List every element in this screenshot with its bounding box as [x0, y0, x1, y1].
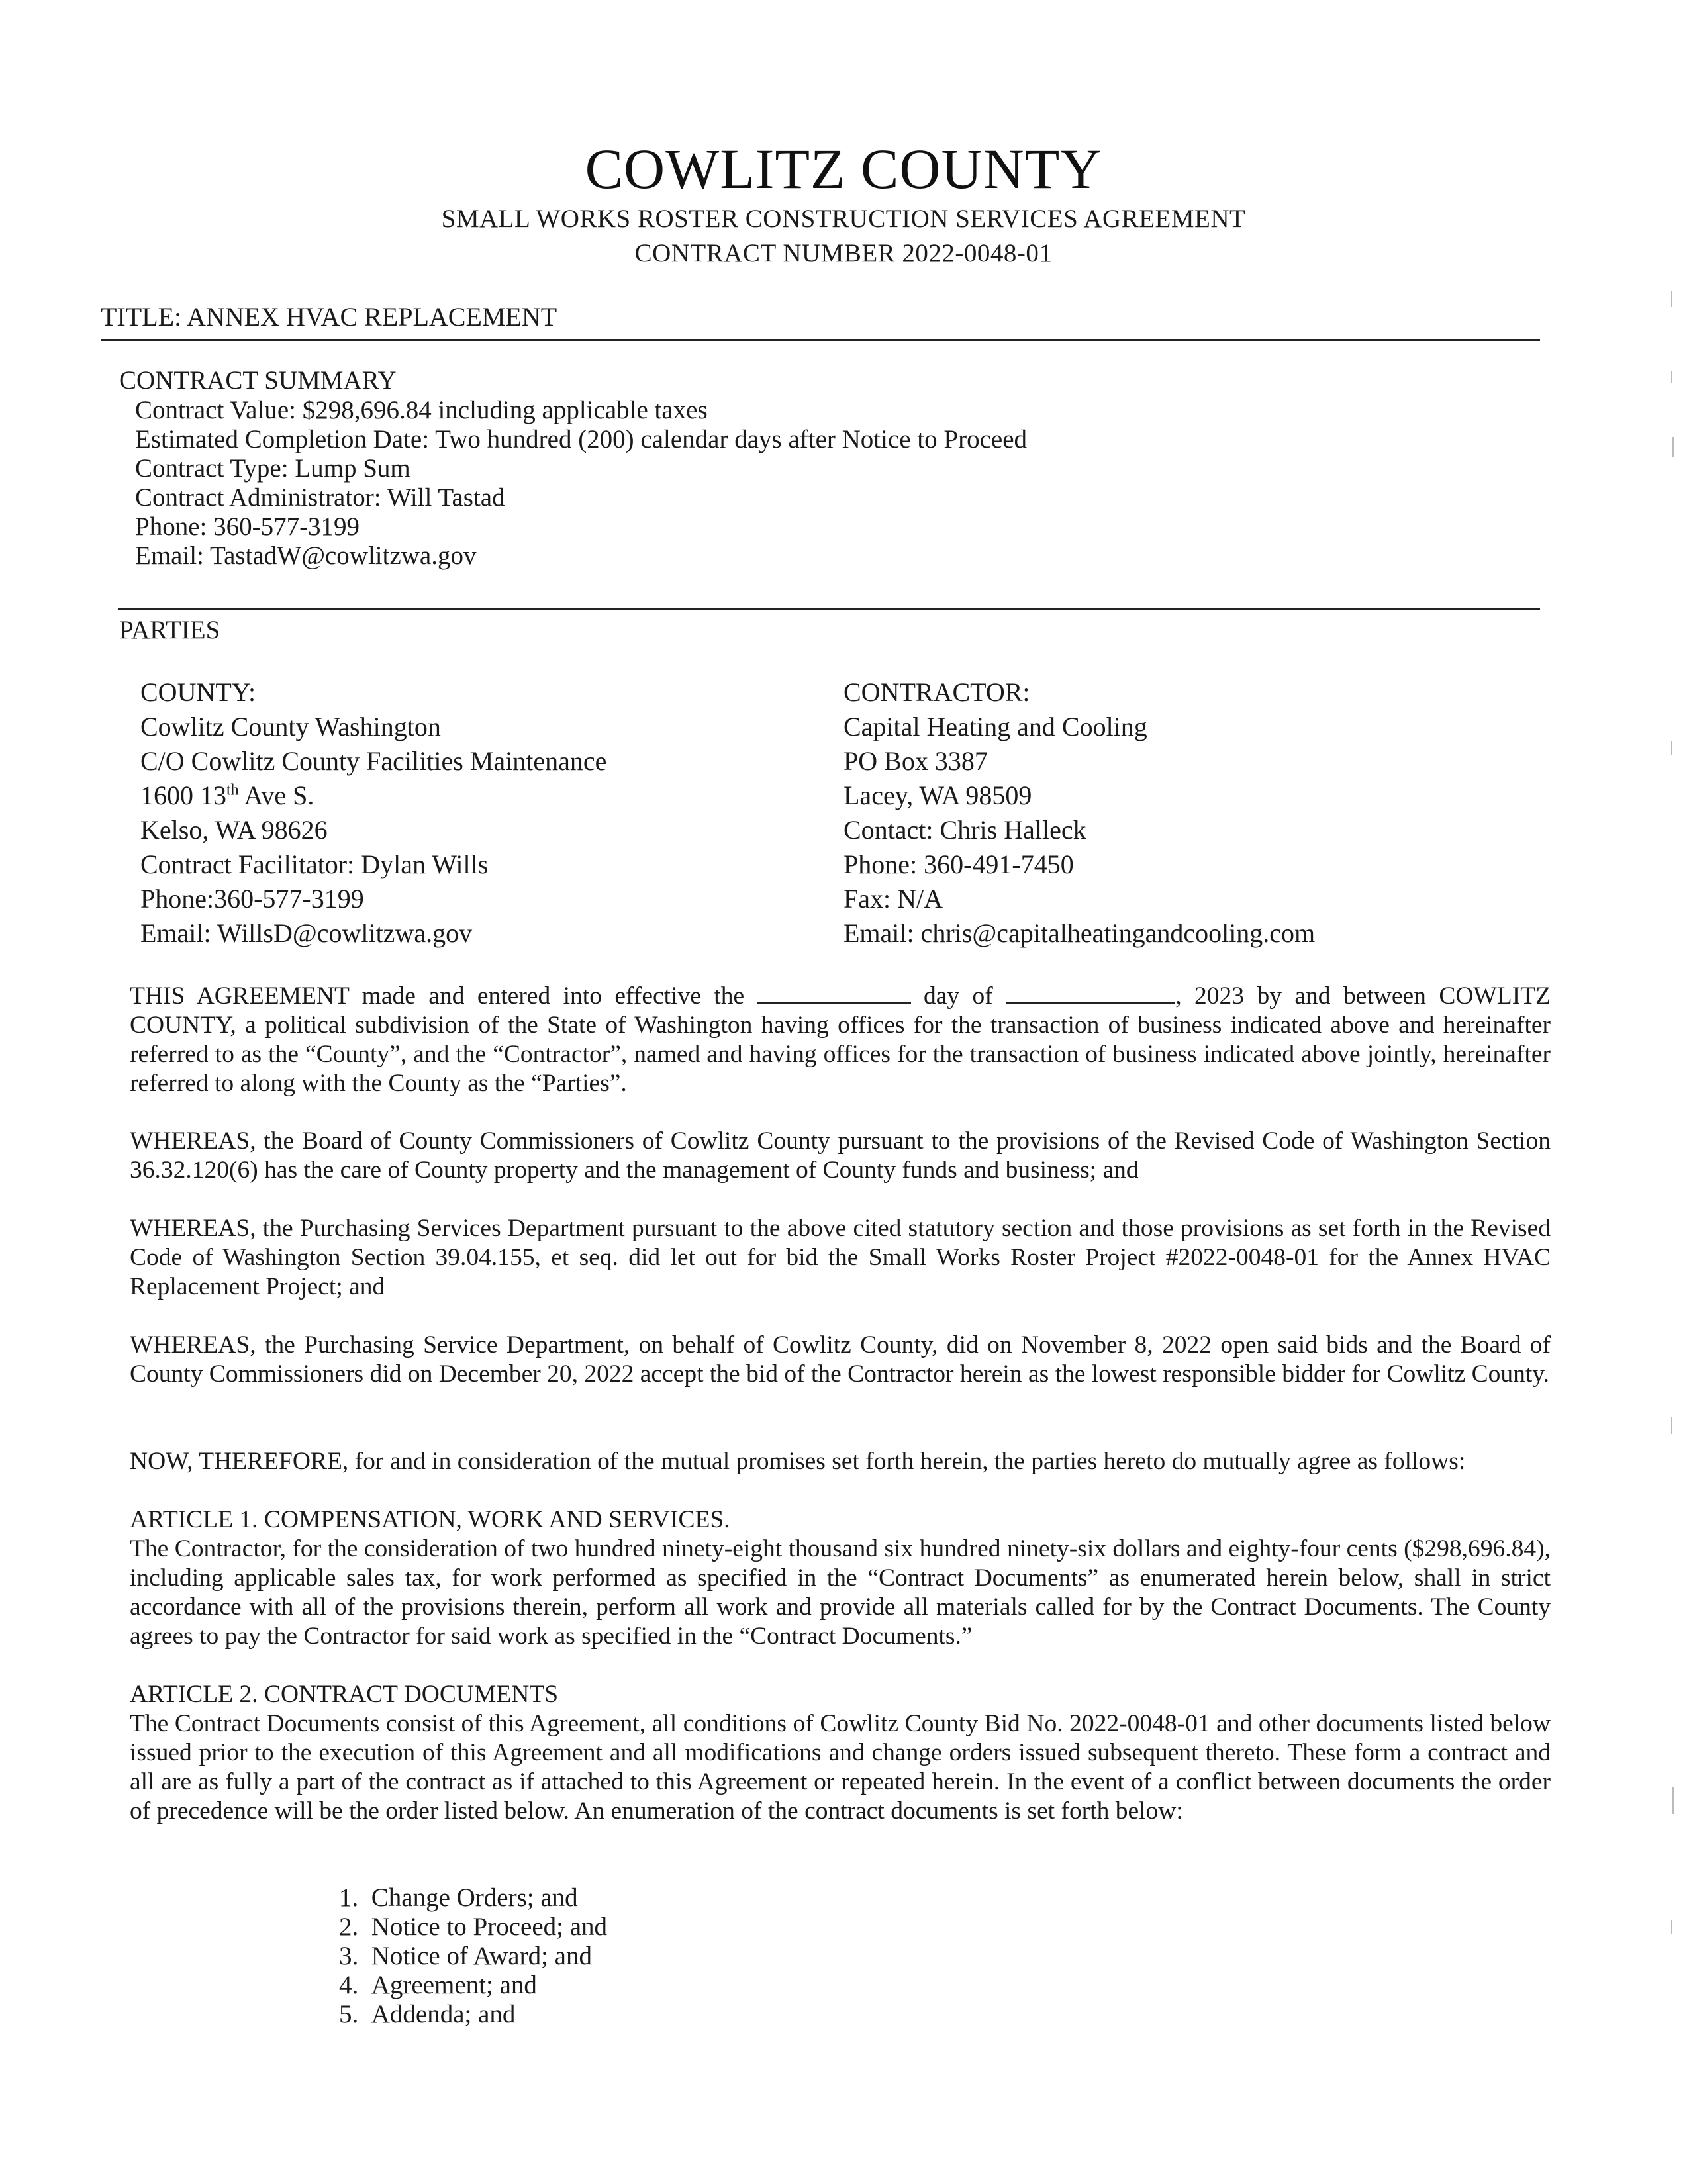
contract-number: CONTRACT NUMBER 2022-0048-01: [634, 239, 1053, 267]
divider-top: [101, 339, 1540, 341]
scan-mark: [1672, 437, 1674, 457]
county-address-street: Ave S.: [238, 781, 314, 810]
scan-mark: [1671, 371, 1672, 383]
agreement-paragraph: [130, 981, 1551, 1098]
county-email: Email: WillsD@cowlitzwa.gov: [140, 918, 473, 948]
whereas-paragraph-3: WHEREAS, the Purchasing Service Department, on behalf of Cowlitz County, did on November 8, 2022 open said bids and the Board of County Commissioners did on December 20, 2022 accept the bid of the Contractor herein as the lowest responsible bidder for Cowlitz County.: [130, 1331, 1551, 1388]
divider-summary: [118, 608, 1540, 610]
summary-completion-date: Estimated Completion Date: Two hundred (200) calendar days after Notice to Proceed: [135, 425, 1028, 453]
contractor-contact: Contact: Chris Halleck: [844, 815, 1086, 845]
list-item: [339, 1970, 537, 2000]
county-care-of: C/O Cowlitz County Facilities Maintenance: [140, 746, 607, 776]
list-item-text: Addenda; and: [371, 2000, 516, 2028]
list-item-number: 5.: [339, 2000, 359, 2028]
county-address-number: 1600 13: [140, 781, 226, 810]
county-label: COUNTY:: [140, 677, 256, 707]
effective-month-blank[interactable]: [1006, 981, 1175, 1004]
scan-mark: [1671, 1417, 1672, 1434]
whereas-paragraph-2: WHEREAS, the Purchasing Services Department pursuant to the above cited statutory section and those provisions as set forth in the Revised Code of Washington Section 39.04.155, et seq. did let out for bid the Small Works Roster Project #2022-0048-01 for the Annex HVAC Replacement Project; and: [130, 1215, 1551, 1300]
agreement-day-of: day of: [923, 982, 993, 1010]
scan-mark: [1671, 741, 1672, 755]
parties-heading: PARTIES: [119, 616, 220, 644]
summary-email: Email: TastadW@cowlitzwa.gov: [135, 542, 477, 570]
contractor-city: Lacey, WA 98509: [844, 781, 1032, 810]
list-item-text: Change Orders; and: [371, 1883, 578, 1912]
article-2-body: The Contract Documents consist of this Agreement, all conditions of Cowlitz County Bid No. 2022-0048-01 and other documents listed below issued prior to the execution of this Agreement and all modifications and change orders issued subsequent thereto. These form a contract and all are as fully a part of the contract as if attached to this Agreement or repeated herein. In the event of a conflict between documents the order of precedence will be the order listed below. An enumeration of the contract documents is set forth below:: [130, 1710, 1551, 1825]
list-item: [339, 1883, 578, 1913]
scan-mark: [1671, 291, 1672, 307]
now-therefore-paragraph: NOW, THEREFORE, for and in consideration of the mutual promises set forth herein, the parties hereto do mutually agree as follows:: [130, 1448, 1466, 1475]
list-item-text: Agreement; and: [371, 1971, 537, 1999]
list-item-number: 4.: [339, 1971, 359, 1999]
list-item: [339, 1941, 592, 1971]
county-phone: Phone:360-577-3199: [140, 884, 364, 914]
contractor-fax: Fax: N/A: [844, 884, 943, 914]
scan-mark: [1671, 1920, 1672, 1934]
article-1-body: The Contractor, for the consideration of two hundred ninety-eight thousand six hundred ninety-six dollars and eighty-four cents ($298,696.84), including applicable sales tax, for work performed as specified in the “Contract Documents” as enumerated herein below, shall in strict accordance with all of the provisions therein, perform all work and provide all materials called for by the Contract Documents. The County agrees to pay the Contractor for said work as specified in the “Contract Documents.”: [130, 1535, 1551, 1650]
article-2-heading: ARTICLE 2. CONTRACT DOCUMENTS: [130, 1681, 559, 1708]
whereas-paragraph-1: WHEREAS, the Board of County Commissioners of Cowlitz County pursuant to the provisions of the Revised Code of Washington Section 36.32.120(6) has the care of County property and the management of County funds and business; and: [130, 1127, 1551, 1184]
scan-mark: [1672, 1787, 1674, 1814]
contractor-label: CONTRACTOR:: [844, 677, 1030, 707]
list-item-text: Notice of Award; and: [371, 1942, 592, 1970]
list-item: [339, 1999, 515, 2029]
county-address: [140, 780, 314, 811]
list-item-number: 1.: [339, 1883, 359, 1912]
agreement-intro: THIS AGREEMENT made and entered into effective the: [130, 982, 745, 1010]
contractor-email: Email: chris@capitalheatingandcooling.com: [844, 918, 1316, 948]
project-title: TITLE: ANNEX HVAC REPLACEMENT: [101, 302, 557, 332]
contractor-name: Capital Heating and Cooling: [844, 712, 1147, 741]
contractor-po-box: PO Box 3387: [844, 746, 988, 776]
article-1-heading: ARTICLE 1. COMPENSATION, WORK AND SERVICES.: [130, 1506, 730, 1533]
agreement-parties-text: , 2023 by and between COWLITZ COUNTY, a political subdivision of the State of Washington having offices for the transaction of business indicated above and hereinafter referred to as the “County”, and the “Contractor”, named and having offices for the transaction of business indicated above jointly, hereinafter referred to along with the County as the “Parties”.: [130, 982, 1551, 1097]
county-city: Kelso, WA 98626: [140, 815, 328, 845]
list-item-number: 3.: [339, 1942, 359, 1970]
summary-administrator: Contract Administrator: Will Tastad: [135, 483, 505, 512]
county-name: Cowlitz County Washington: [140, 712, 441, 741]
list-item-text: Notice to Proceed; and: [371, 1913, 608, 1941]
effective-day-blank[interactable]: [757, 981, 911, 1004]
summary-contract-type: Contract Type: Lump Sum: [135, 454, 410, 483]
contractor-phone: Phone: 360-491-7450: [844, 849, 1074, 879]
summary-contract-value: Contract Value: $298,696.84 including applicable taxes: [135, 396, 708, 424]
summary-heading: CONTRACT SUMMARY: [119, 366, 397, 395]
county-title: COWLITZ COUNTY: [585, 137, 1102, 201]
summary-phone: Phone: 360-577-3199: [135, 512, 360, 541]
list-item: [339, 1912, 607, 1942]
list-item-number: 2.: [339, 1913, 359, 1941]
agreement-type: SMALL WORKS ROSTER CONSTRUCTION SERVICES AGREEMENT: [441, 205, 1246, 233]
county-facilitator: Contract Facilitator: Dylan Wills: [140, 849, 489, 879]
county-address-ordinal: th: [226, 781, 239, 799]
